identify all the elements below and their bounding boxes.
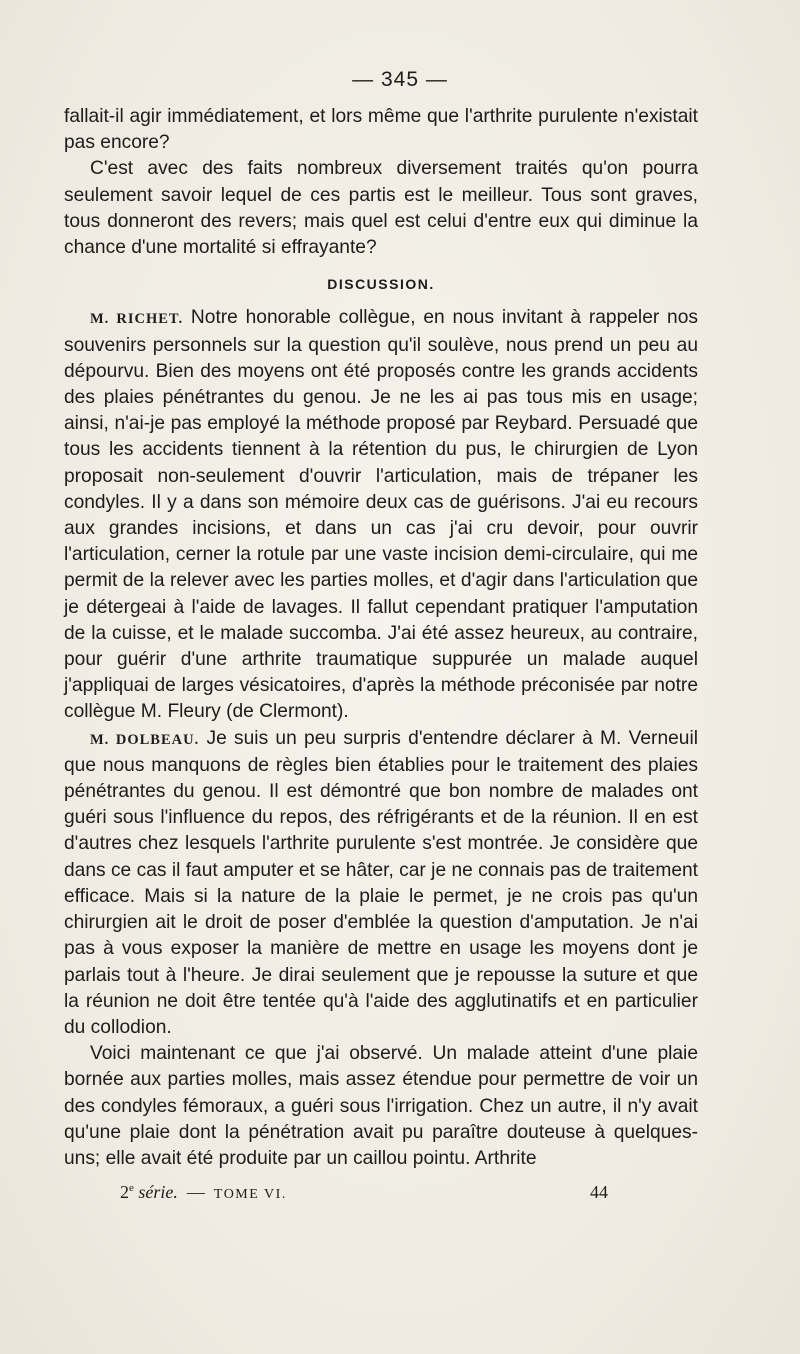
paragraph-conclusion: C'est avec des faits nombreux diversement traités qu'on pourra seulement savoir lequel de ces partis est le meilleur. Tous sont graves, tous donneront des revers; mais quel est celui d'entre eux qui diminue la chance d'une mortalité si effrayante? bbox=[64, 158, 698, 259]
paragraph-richet bbox=[64, 305, 698, 725]
footer-signature bbox=[120, 1182, 620, 1203]
speaker-dolbeau: M. DOLBEAU. bbox=[90, 731, 200, 748]
body-text bbox=[64, 104, 698, 1172]
footer-separator: — bbox=[186, 1182, 205, 1202]
richet-text: Notre honorable collègue, en nous invitant à rappeler nos souvenirs personnels sur la question qu'il soulève, nous prend un peu au dépourvu. Bien des moyens ont été proposés contre les grands accidents des plaies pénétrantes du genou. Je ne les ai pas tous mis en usage; ainsi, n'ai-je pas employé la méthode proposé par Reybard. Persuadé que tous les accidents tiennent à la rétention du pus, le chirurgien de Lyon proposait non-seulement d'ouvrir l'articulation, mais de trépaner les condyles. Il y a dans son mémoire deux cas de guérisons. J'ai eu recours aux grandes incisions, et dans un cas j'ai cru devoir, pour ouvrir l'articulation, cerner la rotule par une vaste incision demi-circulaire, qui me permit de la relever avec les parties molles, et d'agir dans l'articulation que je détergeai à l'aide de lavages. Il fallut cependant pratiquer l'amputation de la cuisse, et le malade succomba. J'ai été assez heureux, au contraire, pour guérir d'une arthrite traumatique suppurée un malade auquel j'appliquai de larges vésicatoires, d'après la méthode préconisée par notre collègue M. Fleury (de Clermont). bbox=[64, 307, 698, 723]
paragraph-observation: Voici maintenant ce que j'ai observé. Un malade atteint d'une plaie bornée aux parties molles, mais assez étendue pour permettre de voir un des condyles fémoraux, a guéri sous l'irrigation. Chez un autre, il n'y avait qu'une plaie dont la pénétration avait pu paraître douteuse à quelques-uns; elle avait été produite par un caillou pointu. Arthrite bbox=[64, 1043, 698, 1169]
discussion-heading: DISCUSSION. bbox=[327, 276, 435, 293]
footer-serie-word: série. bbox=[138, 1182, 178, 1202]
paragraph-dolbeau bbox=[64, 726, 698, 1041]
speaker-richet: M. RICHET. bbox=[90, 311, 184, 328]
paragraph-continuation: fallait-il agir immédiatement, et lors même que l'arthrite purulente n'existait pas encore? bbox=[64, 106, 698, 154]
footer-tome: TOME VI. bbox=[213, 1187, 287, 1202]
footer-sheet-number: 44 bbox=[590, 1182, 608, 1202]
footer-serie-superscript: e bbox=[129, 1182, 134, 1194]
footer-serie-number: 2 bbox=[120, 1182, 129, 1202]
page-number-header: — 345 — bbox=[352, 68, 448, 91]
dolbeau-text: Je suis un peu surpris d'entendre déclarer à M. Verneuil que nous manquons de règles bien établies pour le traitement des plaies pénétrantes du genou. Il est démontré que bon nombre de malades ont guéri sous l'influence du repos, des réfrigérants et de la réunion. Il en est d'autres chez lesquels l'arthrite purulente s'est montrée. Je considère que dans ce cas il faut amputer et se hâter, car je ne connais pas de traitement efficace. Mais si la nature de la plaie le permet, je ne crois pas qu'un chirurgien ait le droit de poser d'emblée la question d'amputation. Je n'ai pas à vous exposer la manière de mettre en usage les moyens dont je parlais tout à l'heure. Je dirai seulement que je repousse la suture et que la réunion ne doit être tentée qu'à l'aide des agglutinatifs et en particulier du collodion. bbox=[64, 727, 698, 1038]
